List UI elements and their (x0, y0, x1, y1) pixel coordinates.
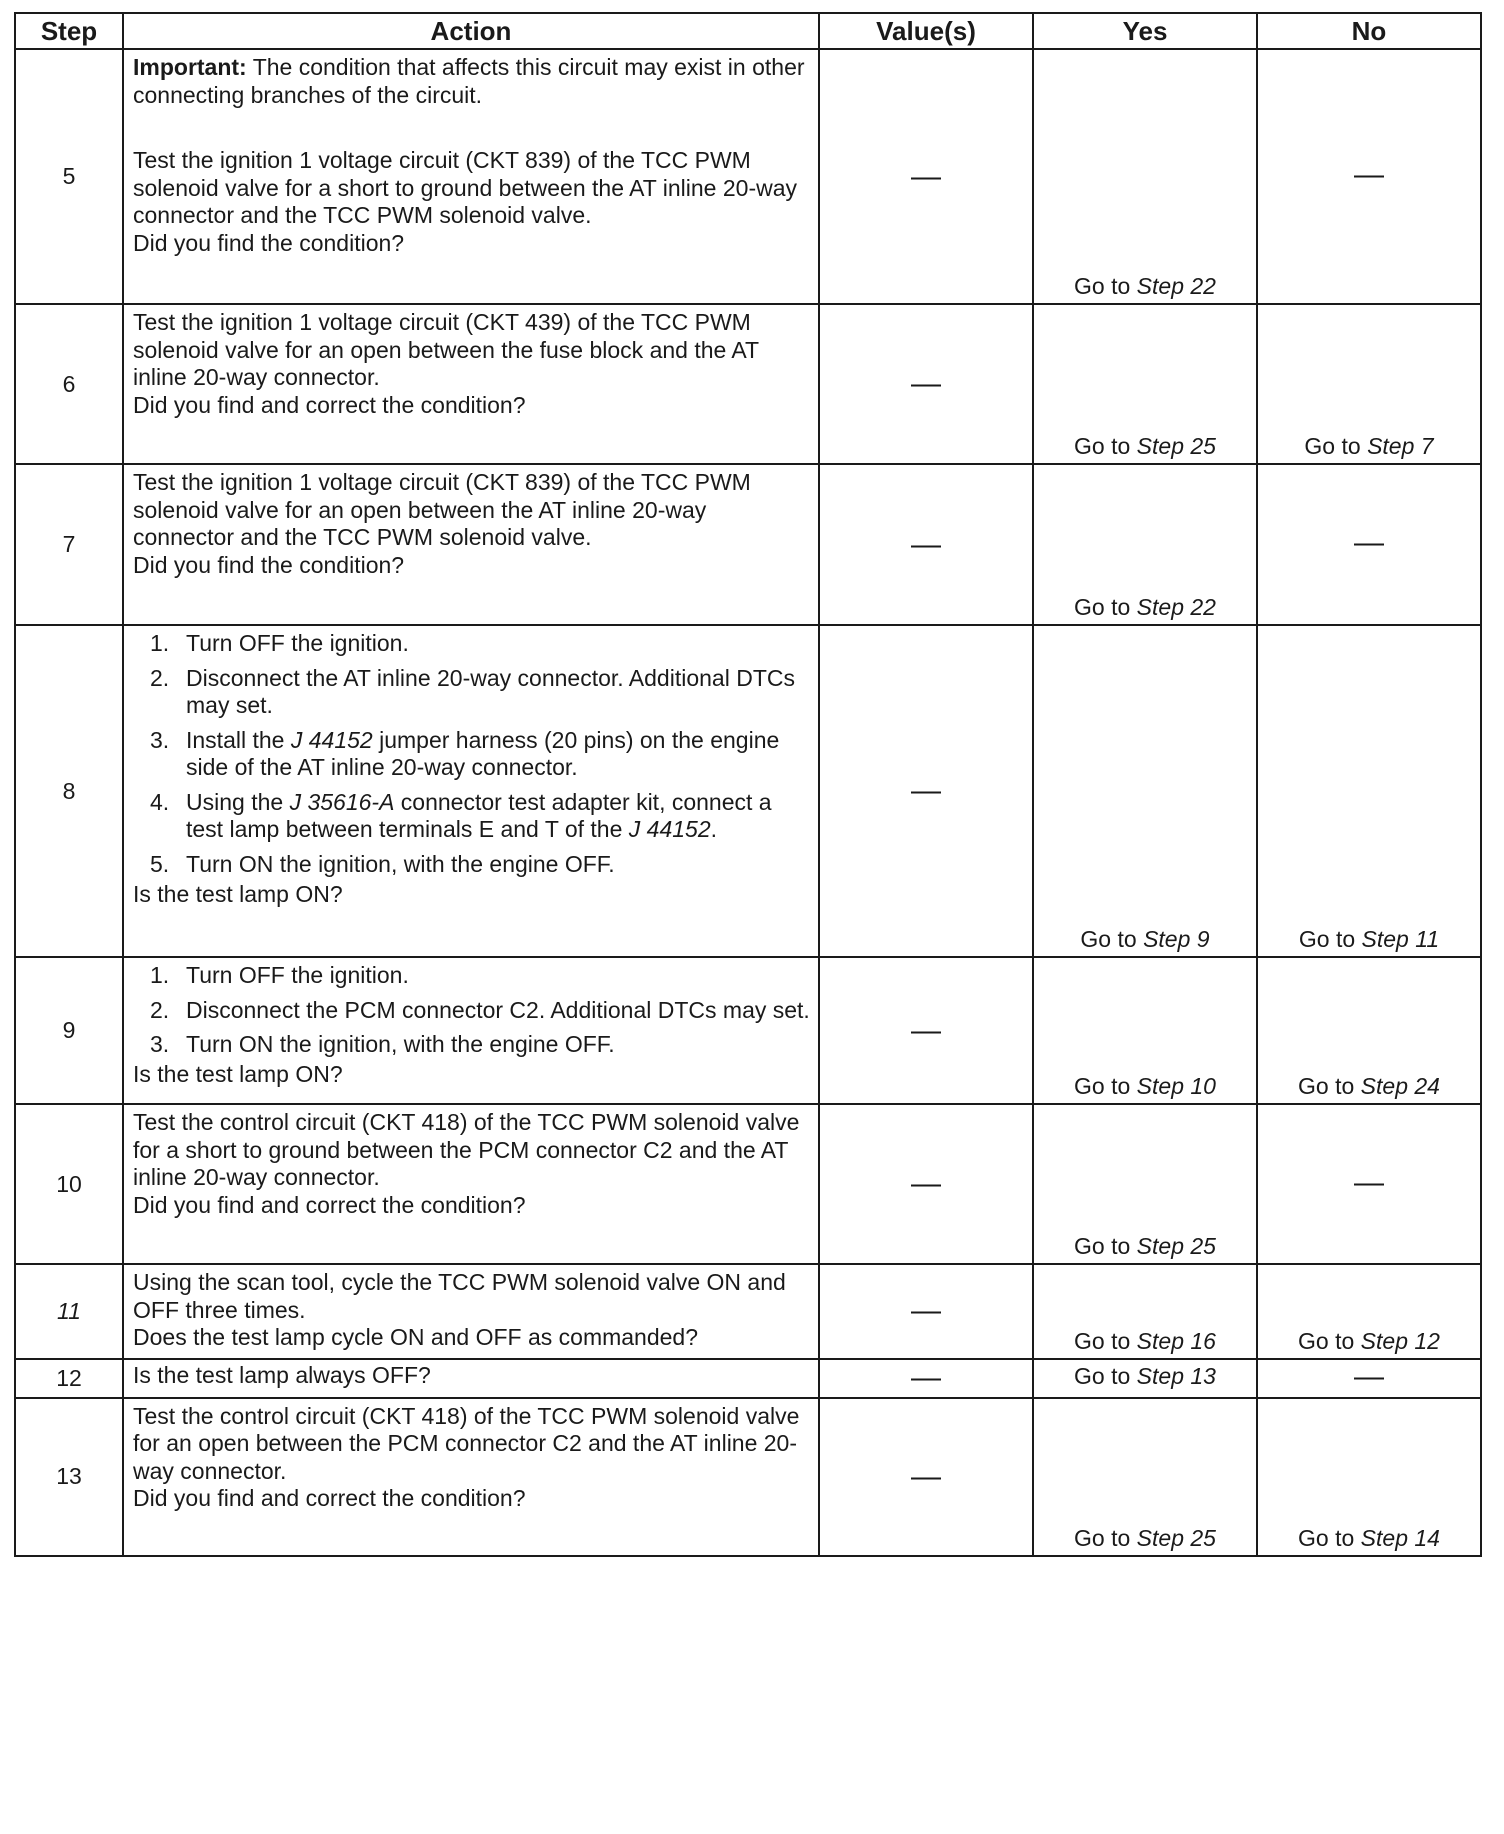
important-note (133, 54, 810, 109)
action-text: Test the control circuit (CKT 418) of the TCC PWM solenoid valve for an open between the PCM connector C2 and the AT inline 20-way connector. (133, 1402, 800, 1484)
tool-number: J 44152 (290, 726, 373, 753)
header-action: Action (123, 13, 819, 49)
header-no: No (1257, 13, 1481, 49)
value-cell: — (819, 49, 1033, 304)
go-to-label: Go to (1298, 1327, 1355, 1354)
item-text: connector test adapter kit, connect a test lamp between terminals E and T of the (186, 788, 772, 842)
action-cell (123, 1104, 819, 1264)
table-row-step-12 (15, 1359, 1481, 1398)
step-number: 13 (15, 1398, 123, 1556)
table-row-step-13 (15, 1398, 1481, 1556)
item-number: 1. (150, 630, 170, 656)
item-text: Turn OFF the ignition. (186, 962, 409, 988)
action-question: Is the test lamp always OFF? (133, 1361, 431, 1388)
go-to-label: Go to (1074, 1073, 1131, 1099)
tool-number: J 35616-A (289, 788, 395, 815)
item-number: 2. (150, 996, 170, 1023)
no-cell (1257, 957, 1481, 1104)
value-cell: — (819, 1264, 1033, 1359)
yes-cell (1033, 49, 1257, 304)
value-cell: — (819, 1359, 1033, 1398)
item-text: Disconnect the AT inline 20-way connector. Additional DTCs may set. (186, 664, 795, 718)
action-text: Test the ignition 1 voltage circuit (CKT 439) of the TCC PWM solenoid valve for an open between the fuse block and the AT inline 20-way connector. (133, 309, 759, 390)
no-cell (1257, 1264, 1481, 1359)
list-item (133, 1031, 810, 1059)
no-cell: — (1257, 1359, 1481, 1398)
procedure-list (133, 630, 810, 851)
go-to-label: Go to (1298, 926, 1356, 952)
action-text: Test the control circuit (CKT 418) of the TCC PWM solenoid valve for a short to ground between the PCM connector C2 and the AT inline 20-way connector. (133, 1109, 800, 1190)
step-number: 12 (15, 1359, 123, 1398)
table-row-step-5 (15, 49, 1481, 304)
yes-cell (1033, 1359, 1257, 1398)
step-number: 8 (15, 625, 123, 957)
value-cell: — (819, 1104, 1033, 1264)
go-to-label: Go to (1074, 1363, 1131, 1389)
go-to-label: Go to (1074, 273, 1131, 299)
header-row (15, 13, 1481, 49)
table-row-step-9 (15, 957, 1481, 1104)
no-step: Step 24 (1360, 1073, 1440, 1099)
table-row-step-6 (15, 304, 1481, 464)
item-text: . (710, 816, 718, 842)
action-cell (123, 49, 819, 304)
action-cell (123, 625, 819, 957)
list-item (133, 727, 810, 782)
yes-step: Step 22 (1136, 273, 1216, 299)
step-number: 9 (15, 957, 123, 1104)
no-step: Step 11 (1361, 926, 1440, 952)
item-text: Turn OFF the ignition. (186, 630, 409, 656)
item-number: 5. (150, 850, 170, 877)
table-row-step-7 (15, 464, 1481, 625)
item-text: Disconnect the PCM connector C2. Additional DTCs may set. (186, 996, 810, 1023)
action-cell (123, 1359, 819, 1398)
go-to-label: Go to (1074, 433, 1131, 459)
list-item (133, 665, 810, 720)
yes-cell (1033, 957, 1257, 1104)
go-to-label: Go to (1074, 1233, 1131, 1259)
diagnostic-table (14, 12, 1482, 1557)
list-item (133, 962, 810, 990)
table-row-step-10 (15, 1104, 1481, 1264)
value-cell: — (819, 957, 1033, 1104)
header-yes: Yes (1033, 13, 1257, 49)
value-cell: — (819, 1398, 1033, 1556)
value-cell: — (819, 304, 1033, 464)
no-cell: — (1257, 49, 1481, 304)
action-cell (123, 1398, 819, 1556)
action-question: Is the test lamp ON? (133, 1060, 343, 1087)
item-text: jumper harness (20 pins) on the engine side of the AT inline 20-way connector. (186, 726, 780, 780)
item-number: 3. (150, 726, 170, 753)
no-step: Step 14 (1360, 1524, 1440, 1551)
item-number: 3. (150, 1031, 170, 1057)
no-cell (1257, 1398, 1481, 1556)
action-text: Using the scan tool, cycle the TCC PWM solenoid valve ON and OFF three times. (133, 1269, 786, 1323)
item-text: Turn ON the ignition, with the engine OFF. (186, 1031, 615, 1057)
step-number: 7 (15, 464, 123, 625)
procedure-list (133, 962, 810, 1061)
go-to-label: Go to (1074, 1524, 1131, 1551)
list-item (133, 789, 810, 844)
list-item (133, 630, 810, 658)
yes-cell (1033, 1264, 1257, 1359)
no-cell (1257, 304, 1481, 464)
action-text: Test the ignition 1 voltage circuit (CKT 839) of the TCC PWM solenoid valve for a short to ground between the AT inline 20-way connector and the TCC PWM solenoid valve. (133, 147, 798, 228)
action-question: Did you find and correct the condition? (133, 1191, 526, 1218)
yes-step: Step 16 (1136, 1327, 1216, 1354)
list-item (133, 851, 810, 879)
go-to-label: Go to (1298, 1524, 1355, 1551)
go-to-label: Go to (1080, 926, 1137, 952)
action-cell (123, 464, 819, 625)
header-step: Step (15, 13, 123, 49)
important-label: Important: (133, 54, 247, 80)
value-cell: — (819, 625, 1033, 957)
item-text: Install the (186, 726, 291, 753)
diagnostic-table-page (14, 12, 1470, 1557)
yes-cell (1033, 625, 1257, 957)
yes-cell (1033, 464, 1257, 625)
go-to-label: Go to (1304, 433, 1361, 459)
step-number: 6 (15, 304, 123, 464)
no-step: Step 12 (1360, 1327, 1440, 1354)
no-step: Step 7 (1367, 433, 1434, 459)
action-cell (123, 1264, 819, 1359)
no-cell: — (1257, 1104, 1481, 1264)
item-number: 1. (150, 962, 170, 988)
yes-step: Step 25 (1136, 1524, 1216, 1551)
action-cell (123, 957, 819, 1104)
action-text: Test the ignition 1 voltage circuit (CKT 839) of the TCC PWM solenoid valve for an open between the AT inline 20-way connector and the TCC PWM solenoid valve. (133, 469, 751, 550)
yes-step: Step 13 (1136, 1363, 1216, 1389)
action-question: Does the test lamp cycle ON and OFF as commanded? (133, 1324, 699, 1350)
table-row-step-8 (15, 625, 1481, 957)
step-number: 5 (15, 49, 123, 304)
item-text: Using the (186, 788, 290, 815)
yes-cell (1033, 304, 1257, 464)
yes-cell (1033, 1398, 1257, 1556)
item-number: 2. (150, 664, 170, 691)
yes-step: Step 25 (1136, 433, 1216, 459)
step-number: 10 (15, 1104, 123, 1264)
list-item (133, 997, 810, 1025)
go-to-label: Go to (1074, 1327, 1131, 1354)
no-cell: — (1257, 464, 1481, 625)
step-number: 11 (15, 1264, 123, 1359)
important-text: The condition that affects this circuit may exist in other connecting branches of the circuit. (133, 54, 805, 108)
action-question: Did you find the condition? (133, 229, 405, 256)
yes-step: Step 10 (1136, 1073, 1216, 1099)
no-cell (1257, 625, 1481, 957)
procedure-list (133, 851, 810, 882)
tool-number: J 44152 (628, 816, 711, 842)
value-cell: — (819, 464, 1033, 625)
yes-cell (1033, 1104, 1257, 1264)
action-question: Did you find the condition? (133, 551, 405, 578)
yes-step: Step 9 (1143, 926, 1210, 952)
table-row-step-11 (15, 1264, 1481, 1359)
item-text: Turn ON the ignition, with the engine OFF. (186, 850, 615, 877)
action-cell (123, 304, 819, 464)
go-to-label: Go to (1298, 1073, 1355, 1099)
yes-step: Step 22 (1136, 594, 1216, 620)
header-values: Value(s) (819, 13, 1033, 49)
item-number: 4. (150, 788, 170, 815)
yes-step: Step 25 (1136, 1233, 1216, 1259)
action-question: Is the test lamp ON? (133, 881, 343, 907)
action-question: Did you find and correct the condition? (133, 1485, 526, 1511)
go-to-label: Go to (1074, 594, 1131, 620)
action-question: Did you find and correct the condition? (133, 391, 526, 418)
